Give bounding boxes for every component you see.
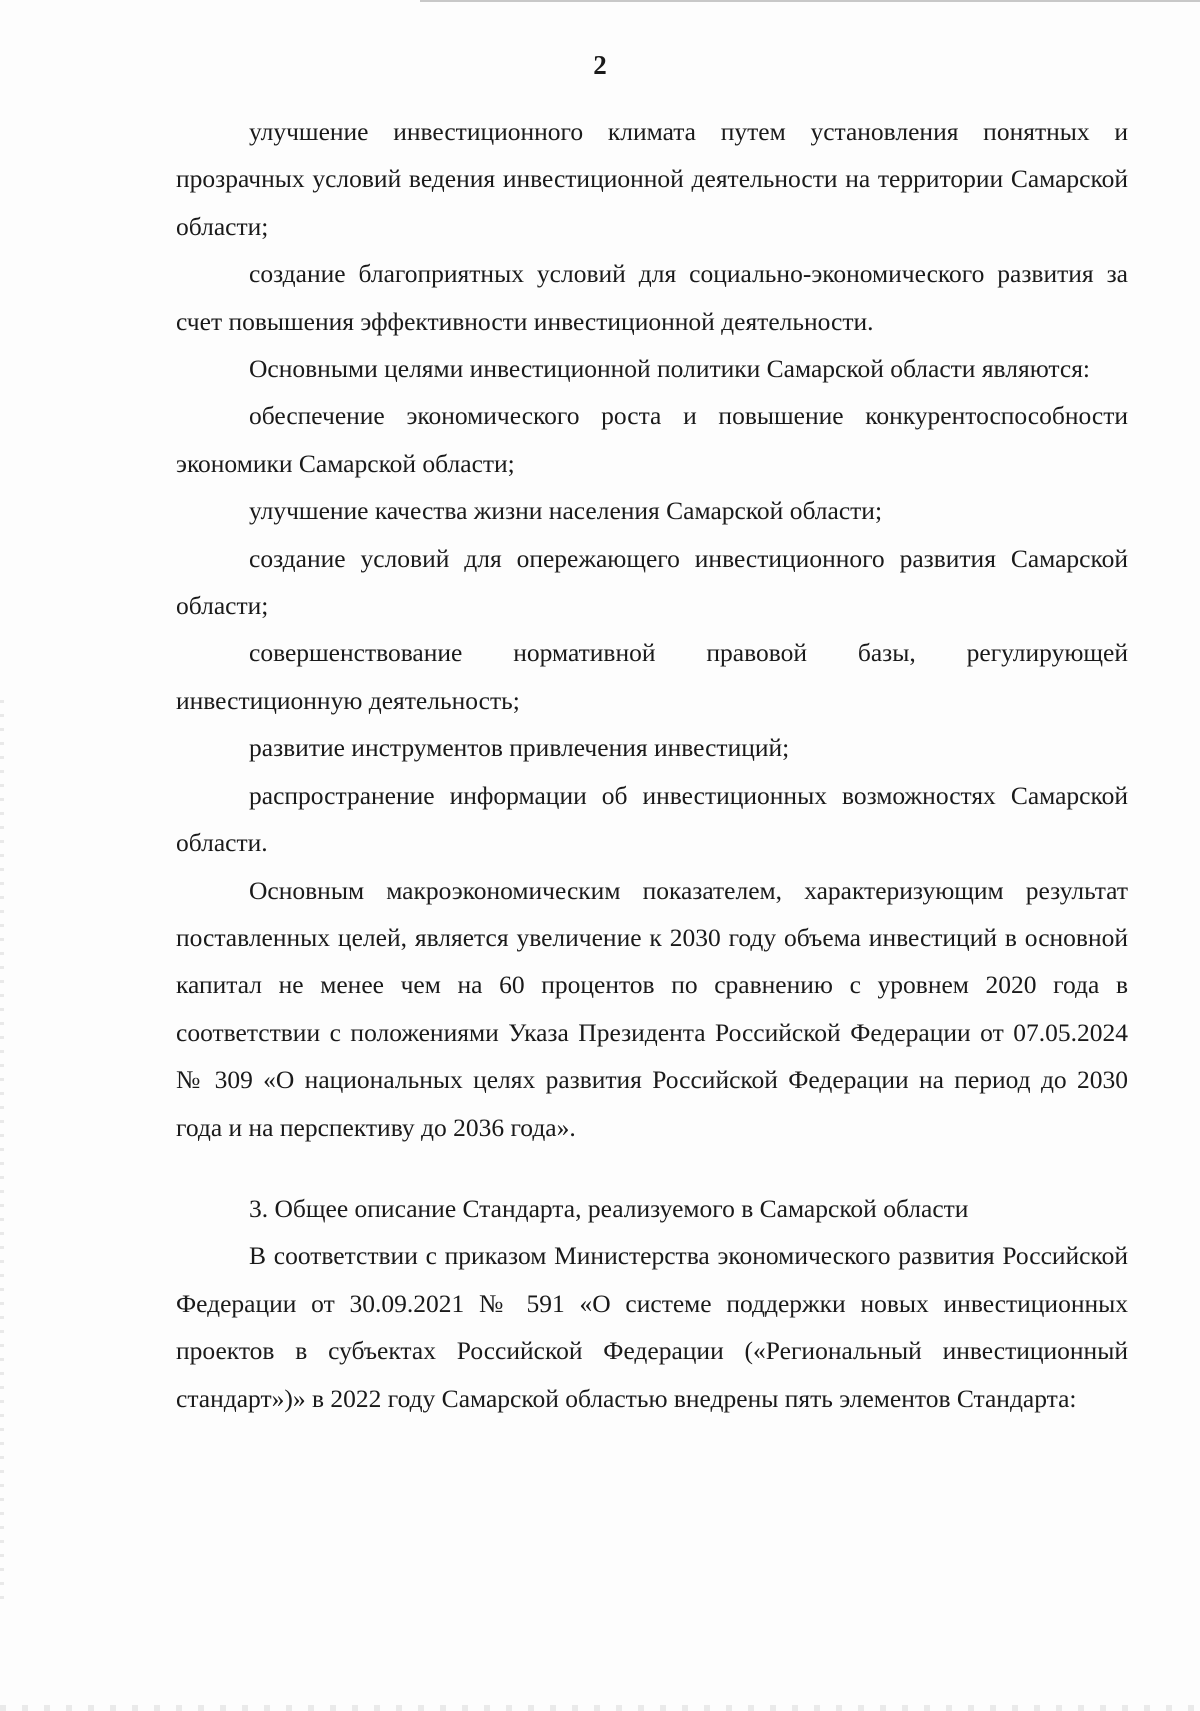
- paragraph-macroeconomic-indicator: Основным макроэкономическим показателем, характеризующим результат поставленных целей, является увеличение к 2030 году объема инвестиций в основной капитал не менее чем на 60 процентов по сравнению с уровнем 2020 года в соответствии с положениями Указа Президента Российской Федерации от 07.05.2024 № 309 «О национальных целях развития Российской Федерации на период до 2030 года и на перспективу до 2036 года».: [176, 875, 1128, 1142]
- paragraph-economic-growth: обеспечение экономического роста и повышение конкурентоспособности экономики Самарской области;: [176, 401, 1128, 478]
- paragraph-legal-framework: совершенствование нормативной правовой базы, регулирующей инвестиционную деятельность;: [176, 638, 1128, 715]
- paragraph-standard-elements: В соответствии с приказом Министерства экономического развития Российской Федерации от 30.09.2021 № 591 «О системе поддержки новых инвестиционных проектов в субъектах Российской Федерации («Региональный инвестиционный стандарт»)» в 2022 году Самарской областью внедрены пять элементов Стандарта:: [176, 1241, 1128, 1413]
- paragraph-investment-tools: развитие инструментов привлечения инвестиций;: [249, 733, 790, 763]
- paragraph-investment-climate: улучшение инвестиционного климата путем установления понятных и прозрачных условий ведения инвестиционной деятельности на территории Самарской области;: [176, 117, 1128, 241]
- scan-artifact-left-edge: [0, 700, 4, 1600]
- paragraph-information-dissemination: распространение информации об инвестиционных возможностях Самарской области.: [176, 780, 1128, 858]
- paragraph-favorable-conditions: создание благоприятных условий для социально-экономического развития за счет повышения эффективности инвестиционной деятельности.: [176, 259, 1128, 336]
- paragraph-advanced-development: создание условий для опережающего инвестиционного развития Самарской области;: [176, 543, 1128, 621]
- scan-artifact-bottom-edge: [0, 1705, 1200, 1711]
- document-body: [176, 108, 1128, 1422]
- paragraph-quality-of-life: улучшение качества жизни населения Самарской области;: [249, 496, 883, 526]
- scan-artifact-top: [420, 0, 1200, 2]
- paragraph-main-goals-intro: Основными целями инвестиционной политики Самарской области являются:: [249, 354, 1091, 384]
- section-heading: 3. Общее описание Стандарта, реализуемого в Самарской области: [249, 1193, 969, 1223]
- page-number: 2: [593, 50, 607, 80]
